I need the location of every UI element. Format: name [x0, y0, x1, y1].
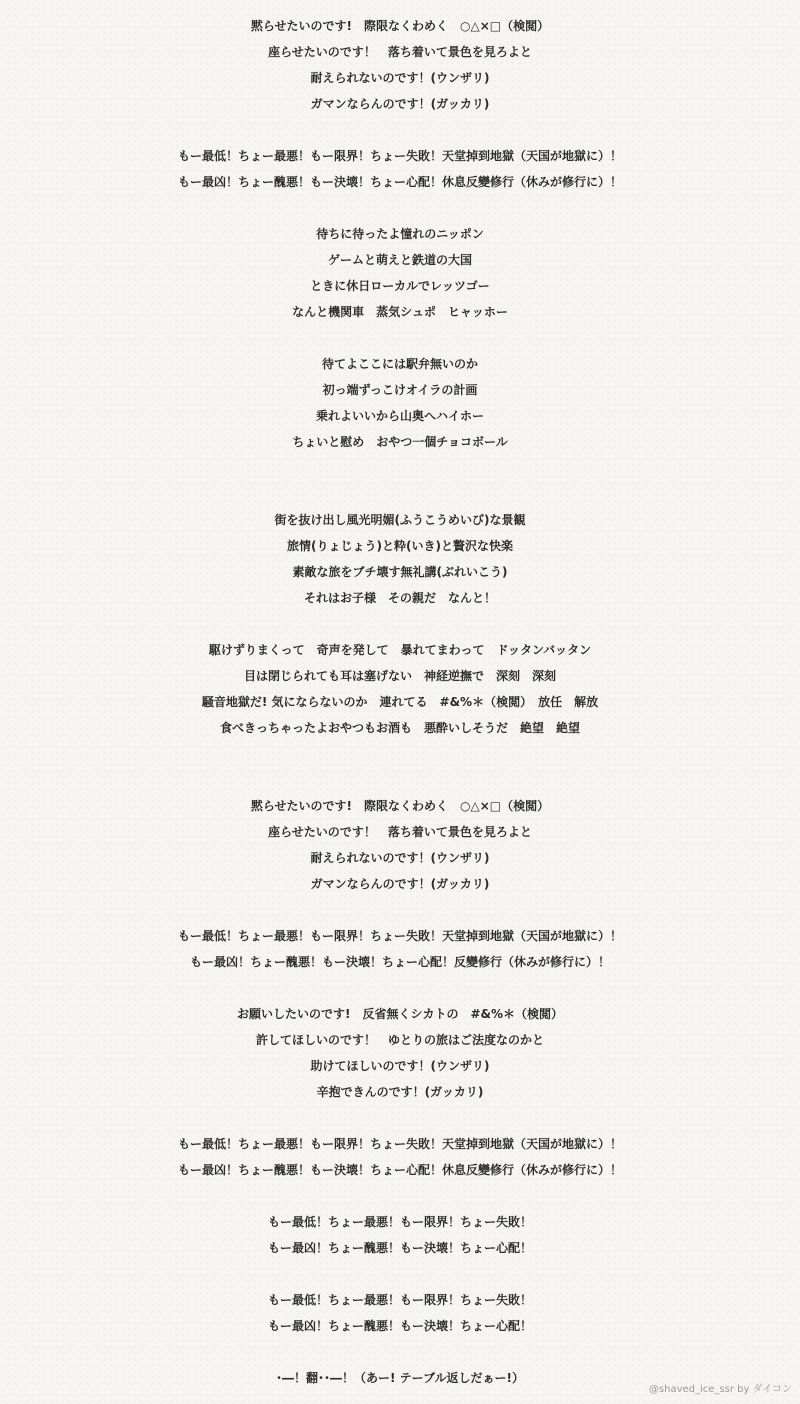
stanza-gap: [0, 481, 800, 507]
credit-watermark: @shaved_ice_ssr by ダイコン: [648, 1384, 792, 1395]
lyric-line: ゲームと萌えと鉄道の大国: [327, 253, 472, 267]
lyric-line: 食べきっちゃったよおやつもお酒も 悪酔いしそうだ 絶望 絶望: [219, 721, 580, 735]
lyric-line: もー最凶！ちょー醜悪！もー決壊！ちょー心配！: [267, 1319, 532, 1333]
lyric-line: もー最低！ちょー最悪！もー限界！ちょー失敗！天堂掉到地獄（天国が地獄に）！: [177, 149, 622, 163]
lyric-line: 待ちに待ったよ憧れのニッポン: [316, 227, 484, 241]
lyric-line: ちょいと慰め おやつ一個チョコボール: [292, 435, 508, 449]
lyric-line: 街を抜け出し風光明媚(ふうこうめいび)な景観: [274, 513, 526, 527]
stanza-gap: [0, 195, 800, 221]
lyric-line: もー最凶！ちょー醜悪！もー決壊！ちょー心配！反變修行（休みが修行に）！: [189, 955, 610, 969]
lyric-line: それはお子様 その親だ なんと！: [303, 591, 496, 605]
lyric-line: 座らせたいのです！ 落ち着いて景色を見ろよと: [268, 825, 532, 839]
lyric-line: 黙らせたいのです! 際限なくわめく ○△×□（検閲）: [250, 799, 550, 813]
lyric-line: もー最低！ちょー最悪！もー限界！ちょー失敗！天堂掉到地獄（天国が地獄に）！: [177, 1137, 622, 1151]
lyric-line: 初っ端ずっこけオイラの計画: [322, 383, 478, 397]
stanza-gap: [0, 897, 800, 923]
lyric-line: 旅情(りょじょう)と粋(いき)と贅沢な快楽: [287, 539, 513, 553]
stanza-gap: [0, 1339, 800, 1365]
lyric-line: 許してほしいのです！ ゆとりの旅はご法度なのかと: [255, 1033, 544, 1047]
stanza-gap: [0, 1261, 800, 1287]
stanza-gap: [0, 1183, 800, 1209]
lyric-line: 辛抱できんのです！(ガッカリ): [316, 1085, 484, 1099]
lyric-line: もー最凶！ちょー醜悪！もー決壊！ちょー心配！: [267, 1241, 532, 1255]
lyric-line: もー最低！ちょー最悪！もー限界！ちょー失敗！天堂掉到地獄（天国が地獄に）！: [177, 929, 622, 943]
lyric-line: 黙らせたいのです! 際限なくわめく ○△×□（検閲）: [250, 19, 550, 33]
lyric-line: 目は閉じられても耳は塞げない 神経逆撫で 深刻 深刻: [243, 669, 556, 683]
lyric-line: もー最凶！ちょー醜悪！もー決壊！ちょー心配！休息反變修行（休みが修行に）！: [177, 1163, 622, 1177]
lyrics-text: [0, 13, 800, 1391]
lyric-line: ガマンならんのです！(ガッカリ): [310, 97, 490, 111]
lyric-line: 乗れよいいから山奥へハイホー: [315, 409, 484, 423]
lyric-line: 耐えられないのです！(ウンザリ): [310, 851, 490, 865]
stanza-gap: [0, 117, 800, 143]
stanza-gap: [0, 741, 800, 767]
lyric-line: ･―！翻･･―！（あー! テーブル返しだぁー!）: [275, 1371, 525, 1385]
lyric-line: 耐えられないのです！(ウンザリ): [310, 71, 490, 85]
lyric-line: 騒音地獄だ! 気にならないのか 連れてる #&%＊（検閲） 放任 解放: [201, 695, 599, 709]
lyric-line: 駆けずりまくって 奇声を発して 暴れてまわって ドッタンバッタン: [208, 643, 592, 657]
lyric-line: ガマンならんのです！(ガッカリ): [310, 877, 490, 891]
lyric-line: なんと機関車 蒸気シュポ ヒャッホー: [292, 305, 508, 319]
stanza-gap: [0, 455, 800, 481]
lyric-line: 待てよここには駅弁無いのか: [321, 357, 478, 371]
stanza-gap: [0, 1105, 800, 1131]
stanza-gap: [0, 767, 800, 793]
lyric-line: 助けてほしいのです！(ウンザリ): [310, 1059, 490, 1073]
stanza-gap: [0, 611, 800, 637]
lyric-line: もー最凶！ちょー醜悪！もー決壊！ちょー心配！休息反變修行（休みが修行に）！: [177, 175, 622, 189]
stanza-gap: [0, 975, 800, 1001]
stanza-gap: [0, 325, 800, 351]
lyric-line: 座らせたいのです！ 落ち着いて景色を見ろよと: [268, 45, 532, 59]
lyric-line: お願いしたいのです! 反省無くシカトの #&%＊（検閲）: [236, 1007, 564, 1021]
lyric-line: ときに休日ローカルでレッツゴー: [310, 279, 490, 293]
lyric-line: もー最低！ちょー最悪！もー限界！ちょー失敗！: [267, 1293, 532, 1307]
lyric-line: 素敵な旅をブチ壊す無礼講(ぶれいこう): [292, 565, 508, 579]
lyric-line: もー最低！ちょー最悪！もー限界！ちょー失敗！: [267, 1215, 532, 1229]
